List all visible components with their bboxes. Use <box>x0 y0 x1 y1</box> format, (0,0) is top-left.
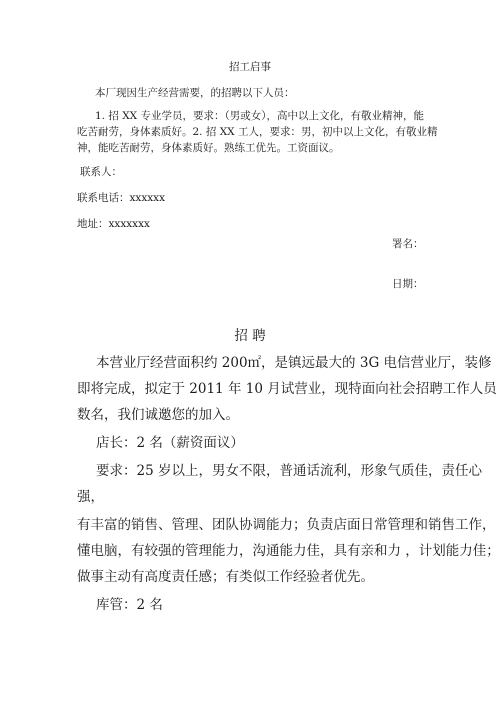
notice2-manager: 店长：2 名（薪资面议） <box>96 435 244 451</box>
notice2-duty-line: 有丰富的销售、管理、团队协调能力；负责店面日常管理和销售工作， <box>77 517 496 533</box>
notice1-address: 地址：xxxxxxx <box>77 218 150 230</box>
notice1-signature: 署名： <box>392 238 424 250</box>
notice1-body-line: 神，能吃苦耐劳，身体素质好。熟练工优先。工资面议。 <box>77 142 340 154</box>
notice1-body-line: 吃苦耐劳，身体素质好。2. 招 XX 工人，要求：男，初中以上文化，有敬业精 <box>77 126 438 138</box>
notice2-duty-line: 做事主动有高度责任感；有类似工作经验者优先。 <box>77 569 374 585</box>
notice1-intro: 本厂现因生产经营需要，的招聘以下人员： <box>95 87 295 99</box>
notice2-storekeeper: 库管：2 名 <box>96 597 163 613</box>
notice2-title: 招 聘 <box>234 328 266 344</box>
notice2-duty-line: 懂电脑，有较强的管理能力，沟通能力佳，具有亲和力 ，计划能力佳； <box>77 543 500 559</box>
notice1-title: 招工启事 <box>229 61 271 73</box>
notice2-intro-line: 即将完成，拟定于 2011 年 10 月试营业，现特面向社会招聘工作人员 <box>77 381 497 397</box>
notice2-requirement-line: 要求：25 岁以上，男女不限，普通话流利，形象气质佳，责任心 <box>96 463 482 479</box>
notice1-contact-label: 联系人： <box>80 166 122 178</box>
notice2-intro-line: 本营业厅经营面积约 200㎡，是镇远最大的 3G 电信营业厅，装修 <box>96 355 492 371</box>
notice1-date: 日期： <box>392 278 424 290</box>
notice2-intro-line: 数名，我们诚邀您的加入。 <box>77 407 239 423</box>
notice1-phone: 联系电话：xxxxxx <box>77 192 166 204</box>
notice2-requirement-line: 强， <box>77 489 104 505</box>
notice1-body-line: 1. 招 XX 专业学员，要求：（男或女），高中以上文化，有敬业精神，能 <box>95 110 424 122</box>
